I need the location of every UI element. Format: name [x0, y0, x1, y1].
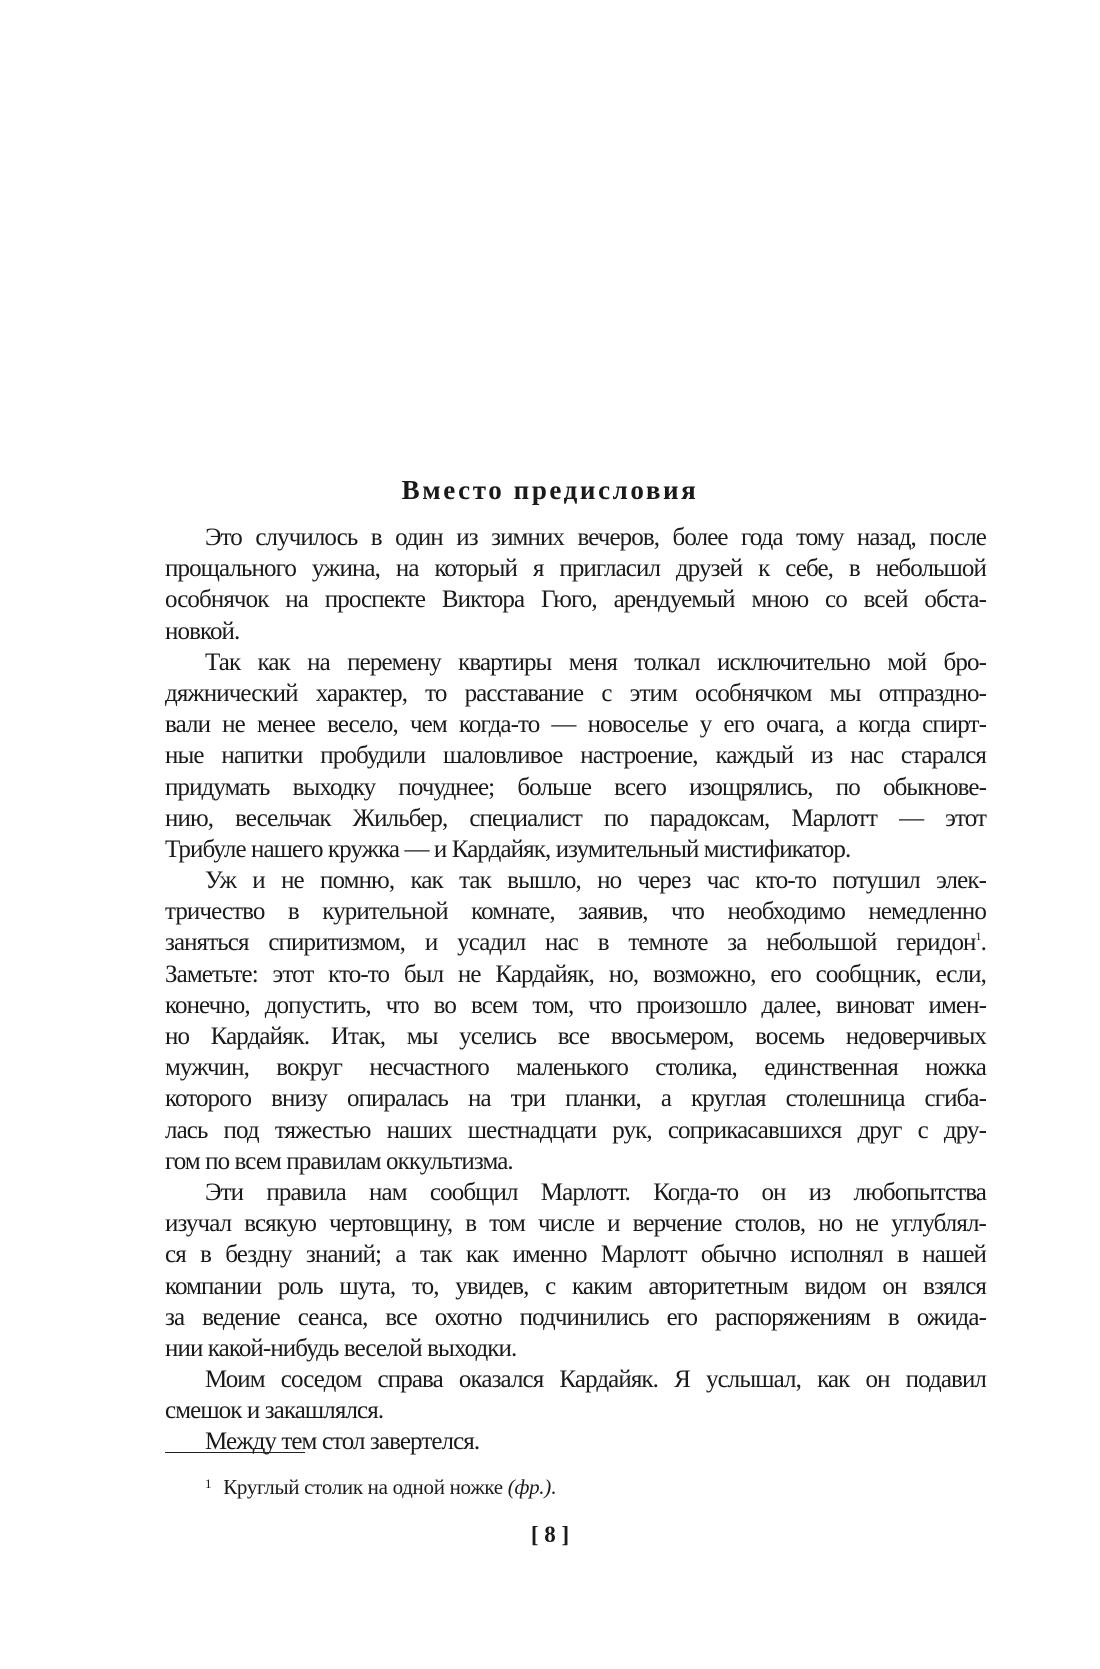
text-line: [165, 678, 986, 709]
text-line: [165, 1271, 986, 1302]
text-line: [165, 927, 986, 958]
text-line-content: Эти правила нам сообщил Марлотт. Когда-то он из любопытства: [205, 1178, 986, 1206]
text-line-content: Уж и не помню, как так вышло, но через час кто-то потушил элек-: [205, 867, 986, 895]
page-number: [ 8 ]: [530, 1522, 570, 1547]
text-line-content: ся в бездну знаний; а так как именно Марлотт обычно исполнял в нашей: [165, 1241, 986, 1269]
text-line: [165, 1146, 986, 1177]
text-line: [165, 616, 986, 647]
footnote: [205, 1470, 556, 1501]
text-line-content: конечно, допустить, что во всем том, что произошло далее, виноват имен-: [165, 991, 986, 1019]
text-line-content: мужчин, вокруг несчастного маленького столика, единственная ножка: [165, 1054, 986, 1082]
text-line-content: смешок и закашлялся.: [165, 1397, 384, 1425]
text-line: [165, 1052, 986, 1083]
footnote-trail: .: [550, 1475, 556, 1499]
text-line: [165, 647, 986, 678]
text-line: [165, 834, 986, 865]
footnote-abbrev: (фр.): [507, 1475, 551, 1499]
text-line: [165, 709, 986, 740]
text-line: [165, 959, 986, 990]
text-line: [165, 990, 986, 1021]
text-line: [165, 553, 986, 584]
text-line: [165, 522, 986, 553]
text-line: [165, 865, 986, 896]
text-line: [165, 584, 986, 615]
footnote-reference[interactable]: 1: [975, 929, 981, 944]
text-line-content: Трибуле нашего кружка — и Кардайяк, изумительный мистификатор.: [165, 835, 851, 863]
text-line: [165, 1083, 986, 1114]
text-line: [165, 1177, 986, 1208]
text-line: [165, 740, 986, 771]
text-line-content: особнячок на проспекте Виктора Гюго, арендуемый мною со всей обста-: [165, 586, 986, 614]
text-line-content: Это случилось в один из зимних вечеров, более года тому назад, после: [205, 524, 986, 551]
text-line-content: изучал всякую чертовщину, в том числе и верчение столов, но не углублял-: [165, 1210, 986, 1238]
footnote-separator: [165, 1452, 305, 1453]
text-line-content: Заметьте: этот кто-то был не Кардайяк, но, возможно, его сообщник, если,: [165, 960, 986, 988]
text-line-content: вали не менее весело, чем когда-то — новоселье у его очага, а когда спирт-: [165, 711, 986, 739]
text-line-content: новкой.: [165, 617, 240, 645]
text-line-content: ные напитки пробудили шаловливое настроение, каждый из нас старался: [165, 742, 986, 770]
text-line: [165, 1302, 986, 1333]
text-line-content: гом по всем правилам оккультизма.: [165, 1147, 513, 1175]
text-line-content: тричество в курительной комнате, заявив, что необходимо немедленно: [165, 898, 986, 926]
body-text: [165, 522, 986, 1458]
text-line-content: заняться спиритизмом, и усадил нас в темноте за небольшой геридон$^1$.: [165, 929, 986, 957]
text-line-content: которого внизу опиралась на три планки, а круглая столешница сгиба-: [165, 1085, 986, 1113]
text-line: [165, 1364, 986, 1395]
text-line-content: нии какой-нибудь веселой выходки.: [165, 1334, 517, 1362]
text-line: [165, 1239, 986, 1270]
text-line: [165, 803, 986, 834]
text-line: [165, 1021, 986, 1052]
text-line-content: Между тем стол завертелся.: [205, 1428, 480, 1456]
text-line-content: нию, весельчак Жильбер, специалист по парадоксам, Марлотт — этот: [165, 804, 986, 832]
text-line-content: компании роль шута, то, увидев, с каким авторитетным видом он взялся: [165, 1272, 986, 1300]
text-line-content: за ведение сеанса, все охотно подчинились его распоряжениям в ожида-: [165, 1303, 986, 1331]
footnote-text: Круглый столик на одной ножке: [223, 1475, 508, 1499]
text-line: [165, 896, 986, 927]
text-line-content: Так как на перемену квартиры меня толкал исключительно мой бро-: [205, 648, 986, 676]
text-line-content: прощального ужина, на который я пригласил друзей к себе, в небольшой: [165, 555, 986, 583]
footnote-mark: 1: [205, 1476, 212, 1491]
text-line: [165, 772, 986, 803]
text-line-content: лась под тяжестью наших шестнадцати рук, соприкасавшихся друг с дру-: [165, 1116, 986, 1144]
text-line-content: дяжнический характер, то расставание с этим особнячком мы отпраздно-: [165, 679, 986, 707]
text-line: [165, 1208, 986, 1239]
text-line-content: Моим соседом справа оказался Кардайяк. Я услышал, как он подавил: [205, 1366, 986, 1394]
text-line: [165, 1395, 986, 1426]
chapter-title: Вместо предисловия: [401, 475, 699, 505]
punctuation: .: [980, 929, 986, 957]
text-line: [165, 1115, 986, 1146]
text-line-content: но Кардайяк. Итак, мы уселись все ввосьмером, восемь недоверчивых: [165, 1023, 986, 1050]
text-line-content: придумать выходку почуднее; больше всего изощрялись, по обыкнове-: [165, 773, 986, 801]
text-line: [165, 1333, 986, 1364]
